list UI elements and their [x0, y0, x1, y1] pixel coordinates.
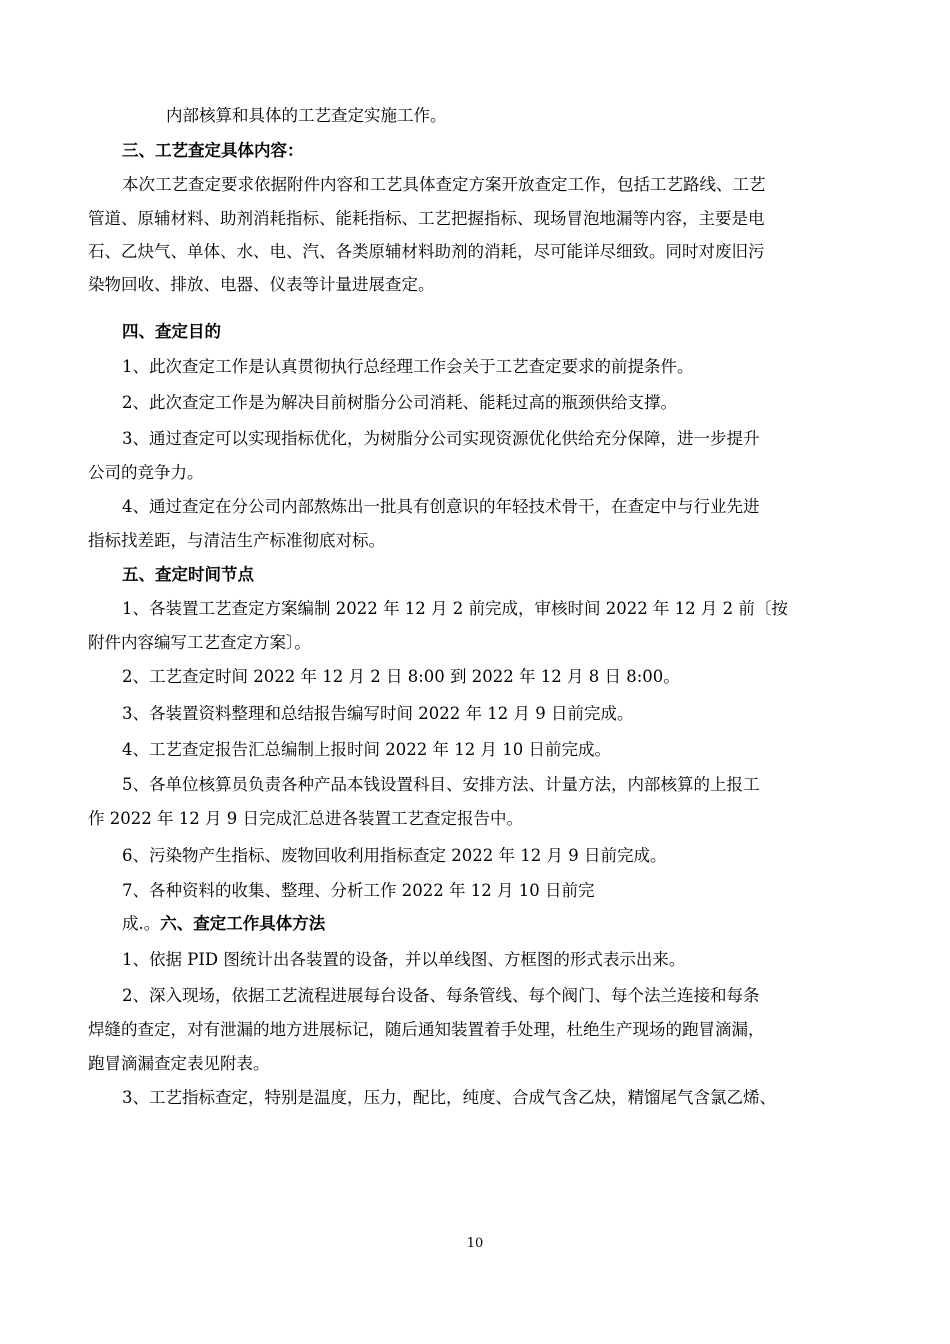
text-line: 2、此次查定工作是为解决目前树脂分公司消耗、能耗过高的瓶颈供给支撑。 — [122, 393, 677, 412]
text-line: 2、工艺查定时间 2022 年 12 月 2 日 8:00 到 2022 年 12 月 8 日 8:00。 — [122, 667, 680, 686]
text-line: 染物回收、排放、电器、仪表等计量进展查定。 — [88, 275, 435, 294]
text-line: 4、通过查定在分公司内部熬炼出一批具有创意识的年轻技术骨干，在查定中与行业先进 — [122, 497, 760, 516]
text-line-with-heading — [122, 914, 325, 934]
section-heading-3: 三、工艺查定具体内容： — [122, 141, 304, 160]
text-line: 内部核算和具体的工艺查定实施工作。 — [166, 106, 447, 125]
section-heading-5: 五、查定时间节点 — [122, 565, 254, 584]
text-line: 1、依据 PID 图统计出各装置的设备，并以单线图、方框图的形式表示出来。 — [122, 950, 686, 969]
text-line: 3、工艺指标查定，特别是温度，压力，配比，纯度、合成气含乙炔，精馏尾气含氯乙烯、 — [122, 1088, 776, 1107]
text-line: 1、此次查定工作是认真贯彻执行总经理工作会关于工艺查定要求的前提条件。 — [122, 357, 694, 376]
text-line: 焊缝的查定，对有泄漏的地方进展标记，随后通知装置着手处理，杜绝生产现场的跑冒滴漏， — [88, 1020, 765, 1039]
text-line: 5、各单位核算员负责各种产品本钱设置科目、安排方法、计量方法，内部核算的上报工 — [122, 775, 760, 794]
text-line: 作 2022 年 12 月 9 日完成汇总进各装置工艺查定报告中。 — [88, 809, 523, 828]
text-line: 7、各种资料的收集、整理、分析工作 2022 年 12 月 10 日前完 — [122, 881, 595, 900]
text-line: 2、深入现场，依据工艺流程进展每台设备、每条管线、每个阀门、每个法兰连接和每条 — [122, 986, 760, 1005]
text-line: 跑冒滴漏查定表见附表。 — [88, 1054, 270, 1073]
text-line: 指标找差距，与清洁生产标准彻底对标。 — [88, 531, 385, 550]
section-heading-6: 六、查定工作具体方法 — [160, 914, 326, 933]
text-line: 附件内容编写工艺查定方案〕。 — [88, 633, 311, 652]
page-number: 10 — [466, 1236, 484, 1251]
text-line: 3、通过查定可以实现指标优化，为树脂分公司实现资源优化供给充分保障，进一步提升 — [122, 429, 760, 448]
text-line: 1、各装置工艺查定方案编制 2022 年 12 月 2 前完成，审核时间 2022 年 12 月 2 前〔按 — [122, 599, 788, 618]
text-line: 管道、原辅材料、助剂消耗指标、能耗指标、工艺把握指标、现场冒泡地漏等内容，主要是电 — [88, 209, 765, 228]
section-heading-4: 四、查定目的 — [122, 322, 221, 341]
text-line: 4、工艺查定报告汇总编制上报时间 2022 年 12 月 10 日前完成。 — [122, 740, 611, 759]
text-fragment: 成.。 — [122, 914, 161, 933]
text-line: 公司的竞争力。 — [88, 463, 204, 482]
text-line: 6、污染物产生指标、废物回收利用指标查定 2022 年 12 月 9 日前完成。 — [122, 846, 667, 865]
text-line: 石、乙炔气、单体、水、电、汽、各类原辅材料助剂的消耗，尽可能详尽细致。同时对废旧污 — [88, 242, 765, 261]
text-line: 本次工艺查定要求依据附件内容和工艺具体查定方案开放查定工作，包括工艺路线、工艺 — [122, 175, 766, 194]
text-line: 3、各装置资料整理和总结报告编写时间 2022 年 12 月 9 日前完成。 — [122, 704, 634, 723]
